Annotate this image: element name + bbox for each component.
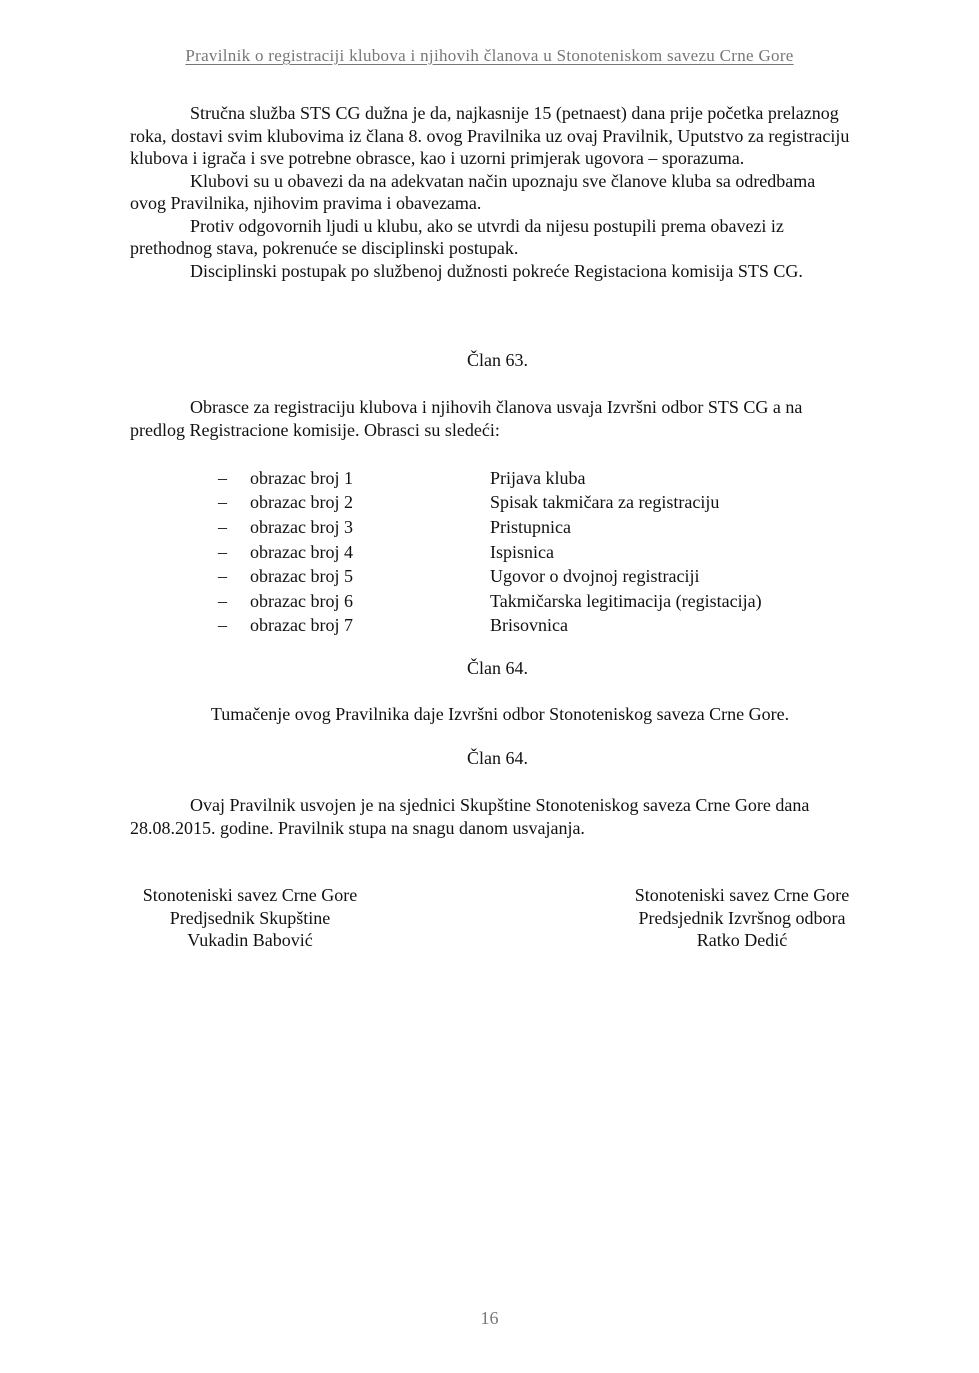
dash: –	[218, 492, 227, 513]
list-item	[218, 515, 762, 540]
paragraph: Ovaj Pravilnik usvojen je na sjednici Skupštine Stonoteniskog saveza Crne Gore dana 28.08.2015. godine. Pravilnik stupa na snagu danom usvajanja.	[130, 795, 810, 838]
list-item	[218, 589, 762, 614]
form-name: Takmičarska legitimacija (registacija)	[490, 590, 762, 611]
form-number: obrazac broj 4	[250, 541, 353, 562]
signature-role: Predsjednik Izvršnog odbora	[638, 907, 846, 928]
article-64-text: Tumačenje ovog Pravilnika daje Izvršni odbor Stonoteniskog saveza Crne Gore.	[210, 704, 790, 724]
forms-list	[218, 466, 762, 638]
signature-left	[130, 884, 370, 952]
dash: –	[218, 590, 227, 611]
paragraph: Obrasce za registraciju klubova i njihovih članova usvaja Izvršni odbor STS CG a na predlog Registracione komisije. Obrasci su sledeći:	[130, 397, 803, 440]
article-63-heading: Član 63.	[467, 350, 528, 370]
list-item	[218, 614, 762, 639]
form-name: Spisak takmičara za registraciju	[490, 492, 720, 513]
header-title: Pravilnik o registraciji klubova i njihovih članova u Stonoteniskom savezu Crne Gore	[185, 46, 794, 65]
article-64b-heading: Član 64.	[467, 748, 528, 768]
page-number: 16	[480, 1308, 499, 1328]
signature-right	[622, 884, 862, 952]
dash: –	[218, 516, 227, 537]
form-number: obrazac broj 3	[250, 516, 353, 537]
form-name: Pristupnica	[490, 516, 571, 537]
signature-role: Predjsednik Skupštine	[169, 907, 331, 928]
article-63-text	[130, 396, 850, 441]
form-number: obrazac broj 5	[250, 566, 353, 587]
form-name: Prijava kluba	[490, 467, 586, 488]
paragraph: Stručna služba STS CG dužna je da, najkasnije 15 (petnaest) dana prije početka prelaznog roka, dostavi svim klubovima iz člana 8. ovog Pravilnika uz ovaj Pravilnik, Uputstvo za registraciju klubova i igrača i sve potrebne obrasce, kao i uzorni primjerak ugovora – sporazuma.	[130, 103, 850, 168]
dash: –	[218, 541, 227, 562]
form-number: obrazac broj 7	[250, 615, 353, 636]
list-item	[218, 564, 762, 589]
article-64b-text	[130, 794, 850, 839]
form-name: Brisovnica	[490, 615, 568, 636]
signature-org: Stonoteniski savez Crne Gore	[142, 885, 358, 905]
paragraph: Disciplinski postupak po službenoj dužnosti pokreće Registaciona komisija STS CG.	[190, 260, 803, 281]
dash: –	[218, 467, 227, 488]
article-64-heading: Član 64.	[467, 658, 528, 678]
form-name: Ispisnica	[490, 541, 554, 562]
list-item	[218, 466, 762, 491]
intro-paragraphs	[130, 102, 850, 282]
list-item	[218, 540, 762, 565]
signature-org: Stonoteniski savez Crne Gore	[634, 885, 850, 905]
form-name: Ugovor o dvojnoj registraciji	[490, 566, 700, 587]
signature-name: Vukadin Babović	[187, 930, 313, 950]
paragraph: Klubovi su u obavezi da na adekvatan način upoznaju sve članove kluba sa odredbama ovog Pravilnika, njihovim pravima i obavezama.	[130, 170, 816, 213]
form-number: obrazac broj 6	[250, 590, 353, 611]
running-header	[0, 46, 979, 66]
dash: –	[218, 566, 227, 587]
paragraph: Protiv odgovornih ljudi u klubu, ako se utvrdi da nijesu postupili prema obavezi iz prethodnog stava, pokrenuće se disciplinski postupak.	[130, 215, 784, 258]
signature-name: Ratko Dedić	[696, 930, 788, 950]
form-number: obrazac broj 2	[250, 492, 353, 513]
form-number: obrazac broj 1	[250, 467, 353, 488]
list-item	[218, 491, 762, 516]
dash: –	[218, 615, 227, 636]
